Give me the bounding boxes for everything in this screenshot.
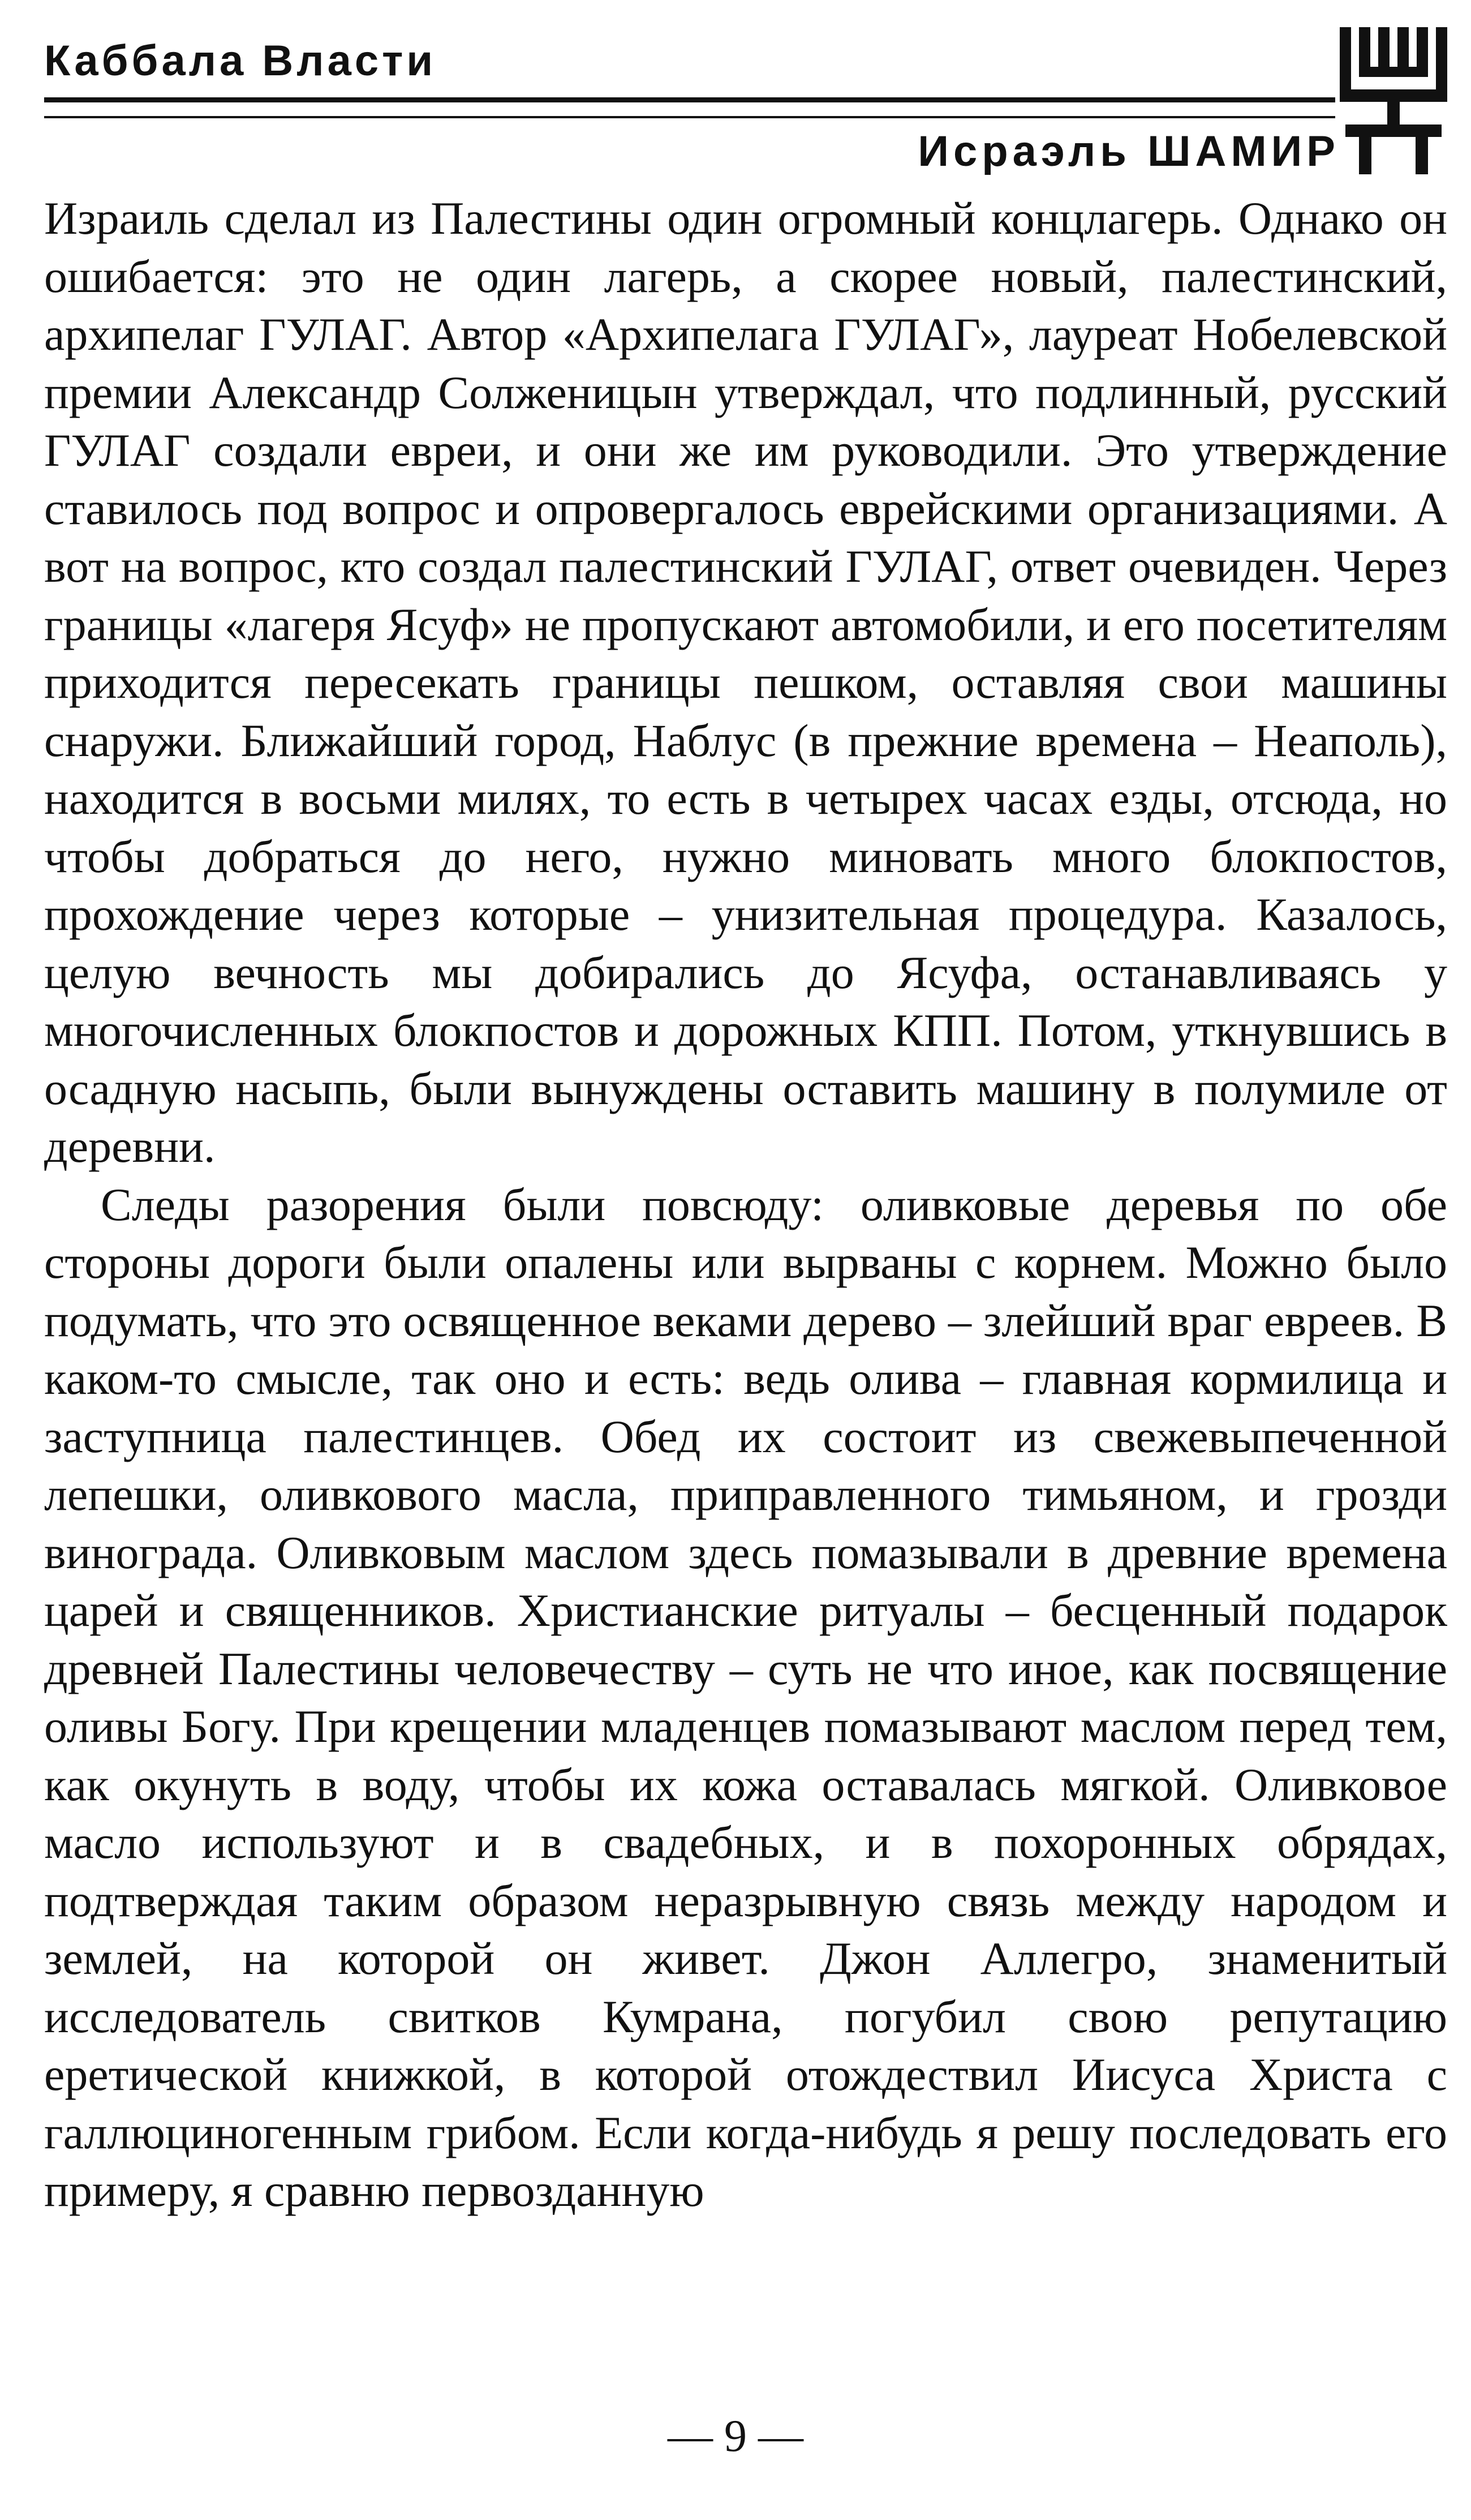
header-rule-thick bbox=[44, 97, 1335, 102]
running-head-author: Исраэль ШАМИР bbox=[918, 127, 1340, 175]
page-number: — 9 — bbox=[668, 2411, 803, 2461]
menorah-logo-icon bbox=[1340, 27, 1447, 174]
body-text bbox=[44, 190, 1447, 2220]
paragraph: Израиль сделал из Палестины один огромный концлагерь. Однако он ошибается: это не один лагерь, а скорее новый, палестинский, архипелаг ГУЛАГ. Автор «Архипелага ГУЛАГ», лауреат Нобелевской премии Александр Солженицын утверждал, что подлинный, русский ГУЛАГ создали евреи, и они же им руководили. Это утверждение ставилось под вопрос и опровергалось еврейскими организациями. А вот на вопрос, кто создал палестинский ГУЛАГ, ответ очевиден. Через границы «лагеря Ясуф» не пропускают автомобили, и его посетителям приходится пересекать границы пешком, оставляя свои машины снаружи. Ближайший город, Наблус (в прежние времена – Неаполь), находится в восьми милях, то есть в четырех часах езды, отсюда, но чтобы добраться до него, нужно миновать много блокпостов, прохождение через которые – унизительная процедура. Казалось, целую вечность мы добирались до Ясуфа, останавливаясь у многочисленных блокпостов и дорожных КПП. Потом, уткнувшись в осадную насыпь, были вынуждены оставить машину в полумиле от деревни. bbox=[44, 192, 1447, 1172]
paragraph: Следы разорения были повсюду: оливковые деревья по обе стороны дороги были опалены или вырваны с корнем. Можно было подумать, что это освященное веками дерево – злейший враг евреев. В каком-то смысле, так оно и есть: ведь олива – главная кормилица и заступница палестинцев. Обед их состоит из свежевыпеченной лепешки, оливкового масла, приправленного тимьяном, и грозди винограда. Оливковым маслом здесь помазывали в древние времена царей и священников. Христианские ритуалы – бесценный подарок древней Палестины человечеству – суть не что иное, как посвящение оливы Богу. При крещении младенцев помазывают маслом перед тем, как окунуть в воду, чтобы их кожа оставалась мягкой. Оливковое масло используют и в свадебных, и в похоронных обрядах, подтверждая таким образом неразрывную связь между народом и землей, на которой он живет. Джон Аллегро, знаменитый исследователь свитков Кумрана, погубил свою репутацию еретической книжкой, в которой отождествил Иисуса Христа с галлюциногенным грибом. Если когда-нибудь я решу последовать его примеру, я сравню первозданную bbox=[44, 1178, 1447, 2216]
running-head-book-title: Каббала Власти bbox=[44, 37, 437, 85]
page-header bbox=[0, 0, 1471, 187]
header-rule-thin bbox=[44, 116, 1335, 118]
